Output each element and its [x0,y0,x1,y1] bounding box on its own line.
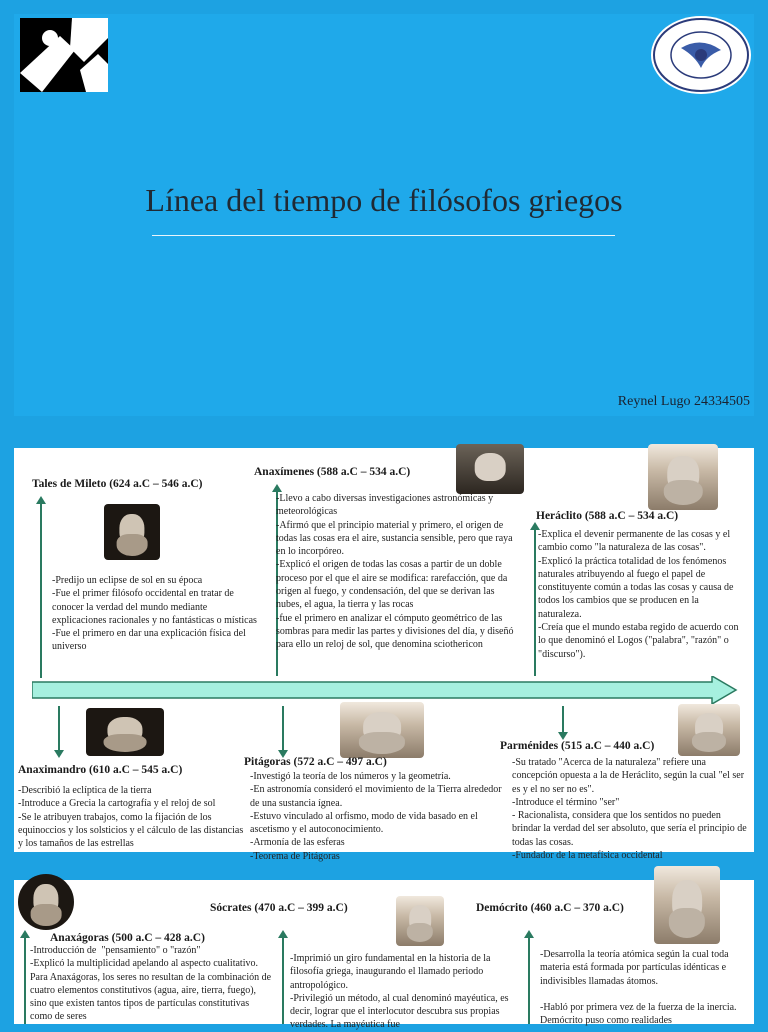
pitagoras-text: -Investigó la teoría de los números y la geometría. -En astronomía consideró el movimiento de la Tierra alrededor de una sustancia ígnea. -Estuvo vinculado al orfismo, modo de vida basado en el ascetismo y el autoconocimiento. -Armonía de las esferas -Teorema de Pitágoras [250,771,502,862]
democrito-text: -Desarrolla la teoría atómica según la cual toda materia está formada por partículas idénticas e indivisibles llamadas átomos. -Habló por primera vez de la fuerza de la inercia. Demócrito puso como realidades [540,949,737,1027]
anaximandro-name: Anaximandro (610 a.C – 545 a.C) [18,764,183,776]
page-title: Línea del tiempo de filósofos griegos [145,182,623,218]
pitagoras-portrait [340,702,424,758]
faculty-logo-icon [20,18,108,92]
tales-portrait [104,504,160,560]
parmenides-arrow [562,706,564,734]
timeline-arrow [32,676,738,704]
anaximenes-portrait [456,444,524,494]
university-seal-icon [651,16,751,94]
anaxagoras-portrait [18,874,74,930]
anaximandro-text: -Describió la eclíptica de la tierra -Introduce a Grecia la cartografía y el reloj de sol -Se le atribuyen trabajos, como la fijación de los equinoccios y los solsticios y el cálculo de las distancias y los tamaños de las estrellas [18,785,244,850]
heraclito-arrow [534,528,536,676]
democrito-portrait [654,866,720,944]
timeline-slide-2 [14,880,754,1031]
parmenides-portrait [678,704,740,756]
pitagoras-name: Pitágoras (572 a.C – 497 a.C) [244,756,387,768]
anaxagoras-arrow [24,936,26,1024]
tales-name: Tales de Mileto (624 a.C – 546 a.C) [32,478,203,490]
tales-arrow [40,502,42,678]
democrito-arrow [528,936,530,1024]
socrates-name: Sócrates (470 a.C – 399 a.C) [210,902,348,914]
heraclito-text: -Explica el devenir permanente de las cosas y el cambio como "la naturaleza de las cosas". -Explicó la práctica totalidad de los fenómenos naturales atribuyendo al fuego el papel de constituyente común a todas las cosas y causa de todos los cambios que se producen en la naturaleza. -Creía que el mundo estaba regido de acuerdo con lo que denominó el Logos ("palabra", "razón" o "discurso"). [538,529,739,660]
anaximandro-arrow [58,706,60,752]
anaximenes-name: Anaxímenes (588 a.C – 534 a.C) [254,466,411,478]
anaxagoras-name: Anaxágoras (500 a.C – 428 a.C) [50,932,205,944]
pitagoras-arrow [282,706,284,752]
tales-text: -Predijo un eclipse de sol en su época -Fue el primer filósofo occidental en tratar de conocer la verdad del mundo mediante explicaciones racionales y no fantásticas o místicas -Fue el primero en dar una explicación física del universo [52,575,257,653]
democrito-name: Demócrito (460 a.C – 370 a.C) [476,902,624,914]
timeline-slide-1 [14,448,754,862]
anaxagoras-text: -Introducción de "pensamiento" o "razón" -Explicó la multiplicidad apelando al aspecto cualitativo. Para Anaxágoras, los seres no resultan de la combinación de cuatro elementos constitutivos (agua, aire, tierra, fuego), sino que existen tantos tipos de partículas constitutivas como de seres [30,945,272,1023]
socrates-portrait [396,896,444,946]
heraclito-name: Heráclito (588 a.C – 534 a.C) [536,510,679,522]
parmenides-text: -Su tratado "Acerca de la naturaleza" refiere una concepción opuesta a la de Heráclito, según la cual "el ser es y el no ser no es". -Introduce el término "ser" - Racionalista, considera que los sentidos no pueden brindar la verdad del ser absoluto, que sería el principio de todas las cosas. -Fundador de la metafísica occidental [512,757,747,862]
title-divider [152,235,615,236]
anaximenes-text: -Llevo a cabo diversas investigaciones astronómicas y meteorológicas -Afirmó que el principio material y primero, el origen de todas las cosas era el aire, sustancia sensible, pero que raya en lo incorpóreo. -Explicó el origen de todas las cosas a partir de un doble proceso por el que el aire se modifica: rarefacción, que da origen al fuego, y condensación, del que se derivan las nubes, el agua, la tierra y las rocas -fue el primero en analizar el cómputo geométrico de las sombras para medir las partes y divisiones del día, y diseñó para ello un reloj de sol, que denomina sciothericon [276,493,514,651]
anaximandro-portrait [86,708,164,756]
socrates-text: -Imprimió un giro fundamental en la historia de la filosofía griega, inaugurando el llamado periodo antropológico. -Privilegió un método, al cual denominó mayéutica, es decir, lograr que el interlocutor descubra sus propias verdades. La mayéutica fue [290,953,509,1031]
author-label: Reynel Lugo 24334505 [617,394,750,409]
heraclito-portrait [648,444,718,510]
parmenides-name: Parménides (515 a.C – 440 a.C) [500,740,655,752]
socrates-arrow [282,936,284,1024]
